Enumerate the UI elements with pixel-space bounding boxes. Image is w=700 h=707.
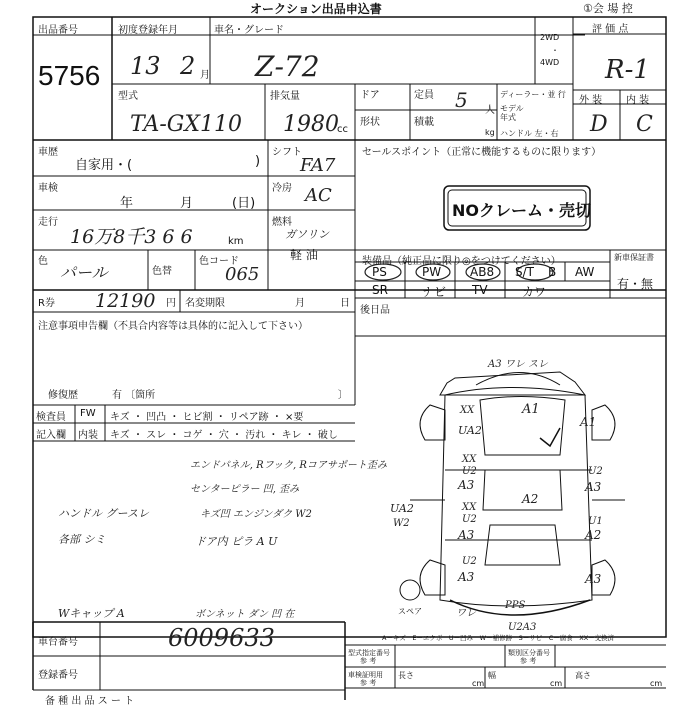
name-change-day: 日 [340,298,350,309]
legend-interior: キズ ・ スレ ・ コゲ ・ 穴 ・ 汚れ ・ キレ ・ 破し [110,430,338,441]
shift-value: FA7 [300,155,336,176]
form-title: オークション出品申込書 [250,2,382,16]
interior-label: 内 装 [626,95,650,106]
inspection-label: 車検 [38,183,58,194]
legend-exterior: キズ ・ 凹凸 ・ ヒビ割 ・ リペア跡 ・ ×要 [110,412,304,423]
width-label: 幅 [488,671,496,680]
equip-st: S/T [515,265,534,279]
chassis-number: 6009633 [168,624,275,652]
equip-sr: SR [372,283,388,297]
2wd-label: 2WD [540,33,560,42]
reg-year: 13 [130,52,161,80]
exterior-label: 外 装 [579,95,603,106]
dealer-label: ディーラー・並 行 [500,90,566,99]
equip-navi: ナビ [422,285,447,299]
price-value: 12190 [95,290,156,312]
color-label: 色 [38,256,48,267]
venue-copy-label: ①会 場 控 [583,2,633,15]
shape-label: 形状 [360,117,380,128]
capacity-label: 定員 [414,90,434,101]
notes-label: 注意事項申告欄（不具合内容等は具体的に記入して下さい） [38,321,308,332]
diagram-u2-d: U2 [462,556,477,567]
length-label: 長さ [398,671,414,680]
exterior-grade: D [590,112,608,137]
diagram-u2: U2 [462,466,477,477]
spare-label: スペア [398,607,422,616]
lot-number: 5756 [38,60,101,91]
diagram-crack: ワレ [456,608,476,619]
note-line-1: エンドパネル, Rフック, Rコアサポート歪み [190,460,387,471]
delivery-later-label: 後日品 [360,305,390,316]
diagram-u2-r: U2 [588,466,603,477]
lot-number-label: 出品番号 [38,25,78,36]
diagram-fender-r: A1 [580,415,597,429]
left-note-1: ハンドル グースレ [58,507,149,520]
capacity-value: 5 [455,88,468,112]
note-line-2: センターピラー 凹, 歪み [190,484,300,495]
first-registration-label: 初度登録年月 [118,25,178,36]
diagram-xx-c: XX [462,502,477,513]
diagram-w2: W2 [393,518,410,529]
yen-unit: 円 [166,298,176,309]
color-change-label: 色替 [152,266,172,277]
aircon-label: 冷房 [272,183,292,194]
bottom-caption: 备 種 出 品 ス ー ト [45,696,135,707]
repair-history-close: 〕 [338,390,348,401]
mileage-label: 走行 [38,217,58,228]
color-code-value: 065 [225,264,260,285]
damage-key-legend: A－キズ E－エクボ U－凹み W－補修跡 S－サビ C－腐食 XX－交換済 [382,634,615,642]
diagram-u1: U1 [588,516,603,527]
inspection-month: 月 [180,196,194,211]
name-change-month: 月 [295,298,305,309]
equip-ab: AB8 [470,265,495,279]
equip-tv: TV [472,283,488,297]
fuel-label: 燃料 [272,217,292,228]
fuel-diesel: 軽 油 [290,248,318,262]
diagram-top-note: A3 ワレ スレ [488,359,548,370]
load-label: 積載 [414,117,434,128]
name-change-label: 名変期限 [185,298,225,309]
history-value: 自家用・( [75,158,133,173]
diagram-roof: A2 [522,492,539,506]
katashiki-label: 型式指定番号 [348,649,390,657]
shift-label: シフト [272,147,302,158]
color-value: パール [60,263,108,282]
width-unit: cm [550,679,563,688]
4wd-label: 4WD [540,58,560,67]
sales-point-label: セールスポイント（正常に機能するものに限ります） [362,147,602,158]
interior-grade: C [636,112,653,137]
reg-month: 2 [180,52,196,80]
kg-unit: kg [485,128,495,137]
wheel-cap-note: Wキャップ A [58,607,125,620]
chassis-label: 車台番号 [38,637,78,648]
price-label: R券 [38,298,55,309]
inspection-day: (日) [232,196,256,211]
interior-entry-label: 内装 [78,430,98,441]
claim-stamp: NOクレーム・売切 [452,201,591,220]
car-name-label: 車名・グレード [214,25,284,36]
note-line-5: ボンネット ダン 凹 在 [195,609,295,620]
inspector-label: 検査員 [36,412,66,423]
registration-label: 登録番号 [38,670,78,681]
model-year-label-2: 年式 [500,113,516,122]
displacement-value: 1980 [283,112,339,137]
aircon-value: AC [305,185,332,206]
history-label: 車歴 [38,147,58,158]
wd-separator: ・ [551,46,559,55]
equip-aw: AW [575,265,595,279]
displacement-label: 排気量 [270,91,300,102]
equip-b: B [548,265,557,279]
height-label: 高さ [575,671,591,680]
note-line-4: ドア内 ピラ A U [195,535,278,548]
shaken-cert-label: 車検証明用 [348,671,383,679]
car-name: Z-72 [255,50,320,83]
inspection-year: 年 [120,196,134,211]
diagram-ua2: UA2 [458,424,482,437]
diagram-xx: XX [460,405,475,416]
diagram-a3-e: A3 [585,572,602,586]
model-code: TA-GX110 [130,112,243,137]
km-unit: km [228,236,244,247]
diagram-xx-b: XX [462,454,477,465]
diagram-a3-d: A3 [458,570,475,584]
shaken-cert-ref: 参 考 [360,679,377,687]
equip-pw: PW [422,265,442,279]
diagram-a3-c: A3 [458,528,475,542]
equipment-label: 装備品（純正品に限り◎をつけてください） [362,256,561,267]
height-unit: cm [650,679,663,688]
diagram-a3-r: A3 [585,480,602,494]
note-line-3: キズ凹 エンジンダク W2 [200,509,312,520]
warranty-value: 有・無 [617,277,654,291]
repair-history-label: 修復歴 [48,390,78,401]
diagram-ua2-left: UA2 [390,502,414,515]
history-close: ) [255,154,261,169]
fuel-gasoline: ガソリン [285,228,329,241]
length-unit: cm [472,679,485,688]
ruibetsu-ref: 参 考 [520,657,537,665]
model-year-label: モデル [500,104,524,113]
capacity-unit: 人 [485,105,495,116]
warranty-label: 新車保証書 [614,253,654,262]
reg-month-unit: 月 [200,70,210,81]
rating-value: R-1 [605,55,650,85]
cc-unit: cc [337,124,348,135]
rating-label: 評 価 点 [592,24,629,35]
left-note-2: 各部 シミ [58,533,106,546]
diagram-a2-r: A2 [585,528,602,542]
door-label: ドア [360,90,380,101]
equip-ps: PS [372,265,387,279]
equip-leather: カワ [522,285,547,299]
diagram-a3: A3 [458,478,475,492]
repair-history-value: 有 〔箇所 [112,390,156,401]
katashiki-ref: 参 考 [360,657,377,665]
color-code-label: 色コード [199,256,239,267]
entry-label: 記入欄 [36,430,66,441]
fw-label: FW [80,408,96,419]
ruibetsu-label: 類別区分番号 [508,649,550,657]
diagram-u2-c: U2 [462,514,477,525]
diagram-bumper: PPS [505,600,526,611]
diagram-rear: U2A3 [508,622,537,633]
diagram-hood: A1 [522,402,540,417]
model-label: 型式 [118,91,138,102]
mileage-value: 16万8千3 6 6 [70,226,193,248]
handle-label: ハンドル 左・右 [500,129,559,138]
